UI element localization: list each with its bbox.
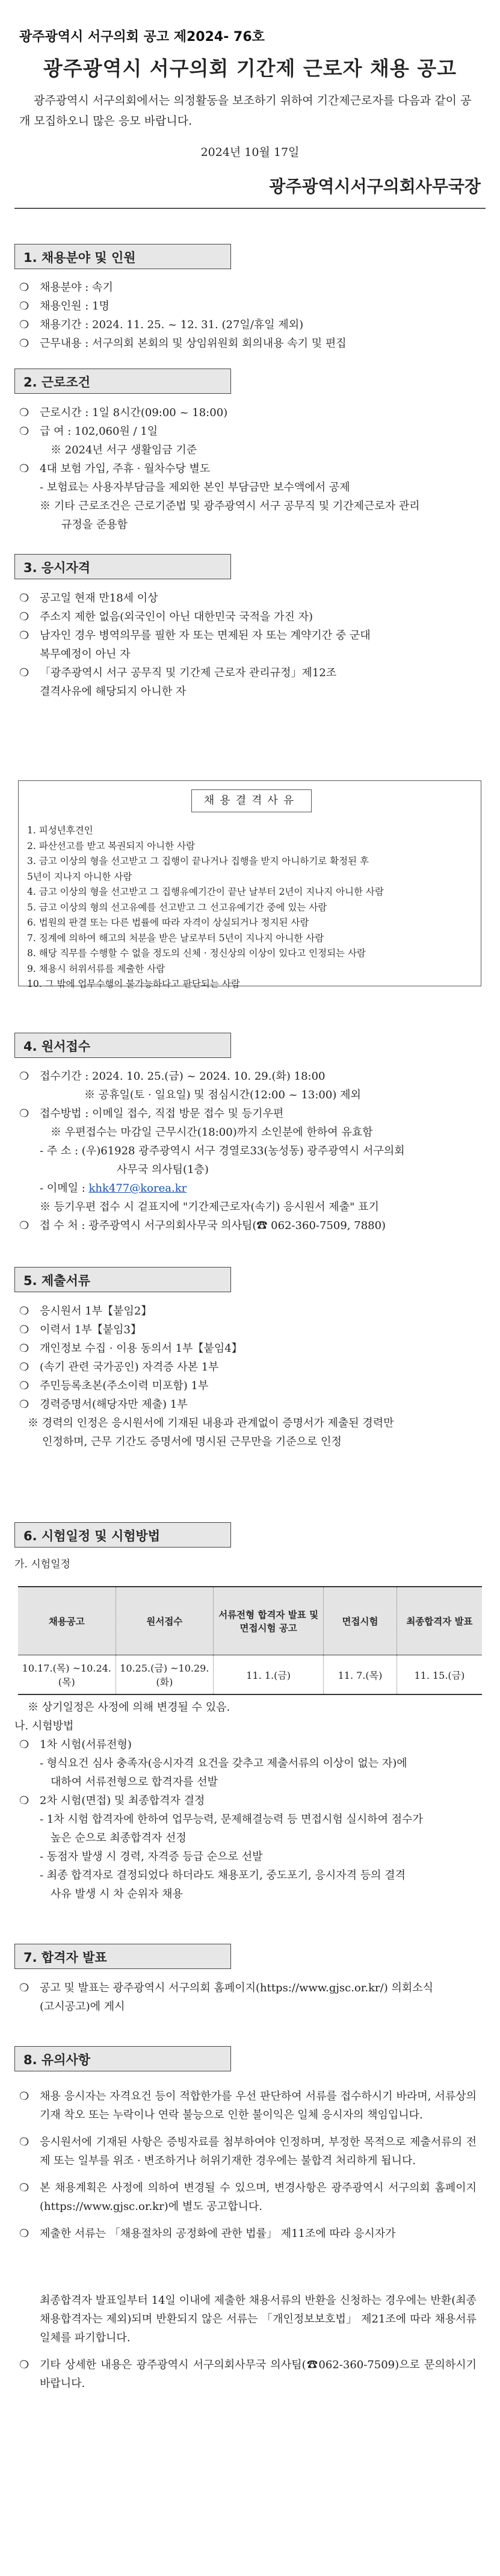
item-text: 주민등록초본(주소이력 미포함) 1부 (40, 1380, 209, 1392)
circle-bullet-icon: ❍ (19, 1070, 29, 1083)
table-cell: 11. 15.(금) (397, 1655, 482, 1695)
section5-list (19, 1302, 483, 1451)
circle-bullet-icon: ❍ (19, 2136, 29, 2148)
note-text: ※ 우편접수는 마감일 근무시간(18:00)까지 소인분에 한하여 유효함 (51, 1126, 373, 1139)
publication-date: 2024년 10월 17일 (200, 146, 300, 159)
item-continuation: 결격사유에 해당되지 아니한 자 (40, 685, 187, 698)
section-header-announcement (14, 1944, 231, 1969)
item-text: 2차 시험(면접) 및 최종합격자 결정 (40, 1794, 205, 1807)
notes-paragraphs (19, 2087, 477, 2393)
item-text: 채용분야 : 속기 (40, 281, 113, 294)
list-item: 8. 해당 직무를 수행할 수 없을 정도의 신체 · 정신상의 이상이 있다고 인정되는 사람 (27, 948, 366, 959)
note-paragraph (19, 2224, 477, 2243)
item-text: 이력서 1부【붙임3】 (40, 1324, 141, 1336)
list-item: 7. 징계에 의하여 해고의 처분을 받은 날로부터 5년이 지나지 아니한 사람 (27, 932, 324, 944)
schedule-table (18, 1586, 482, 1695)
note-text: ※ 상기일정은 사정에 의해 변경될 수 있음. (28, 1701, 230, 1714)
table-cell: 10.25.(금) ~10.29.(화) (116, 1655, 214, 1695)
list-item (19, 1339, 483, 1358)
email-label: - 이메일 : (40, 1182, 89, 1195)
circle-bullet-icon: ❍ (19, 611, 29, 623)
item-text: 남자인 경우 병역의무를 필한 자 또는 면제된 자 또는 계약기간 중 군대 (40, 629, 371, 642)
item-text: 1차 시험(서류전형) (40, 1738, 132, 1751)
list-item (19, 1358, 483, 1377)
list-item (19, 608, 483, 626)
circle-bullet-icon: ❍ (19, 319, 29, 331)
circle-bullet-icon: ❍ (19, 2227, 29, 2240)
circle-bullet-icon: ❍ (19, 667, 29, 679)
table-header: 채용공고 (18, 1587, 116, 1655)
section1-list (19, 278, 483, 353)
item-text: (속기 관련 국가공인) 자격증 사본 1부 (40, 1361, 219, 1374)
schedule-subheading (14, 1555, 478, 1574)
circle-bullet-icon: ❍ (19, 406, 29, 419)
list-item (19, 1321, 483, 1339)
list-item (19, 297, 483, 316)
list-item (19, 422, 483, 441)
circle-bullet-icon: ❍ (19, 2182, 29, 2194)
sub-item: - 1차 시험 합격자에 한하여 업무능력, 문제해결능력 등 면접시험 실시하여 점수가 (40, 1813, 423, 1826)
table-header: 서류전형 합격자 발표 및 면접시험 공고 (214, 1587, 324, 1655)
section-title: 8. 유의사항 (23, 2053, 91, 2067)
sub-item-continuation: 대하여 서류전형으로 합격자를 선발 (51, 1776, 218, 1788)
circle-bullet-icon: ❍ (19, 1219, 29, 1232)
list-item (19, 626, 483, 645)
circle-bullet-icon: ❍ (19, 629, 29, 642)
item-continuation: 5년이 지나지 아니한 사람 (27, 871, 132, 882)
circle-bullet-icon: ❍ (19, 1305, 29, 1318)
section2-list (19, 403, 483, 534)
list-item (19, 1067, 483, 1086)
circle-bullet-icon: ❍ (19, 462, 29, 475)
page-title: 광주광역시 서구의회 기간제 근로자 채용 공고 (43, 57, 457, 80)
paragraph-text: 최종합격자 발표일부터 14일 이내에 제출한 채용서류의 반환을 신청하는 경우에는 반환(최종 채용합격자는 제외)되며 반환되지 않은 서류는 「개인정보보호법」 제21조에 따라 채용서류 일체를 파기합니다. (40, 2294, 477, 2344)
circle-bullet-icon: ❍ (19, 592, 29, 605)
list-item: 10. 그 밖에 업무수행이 불가능하다고 판단되는 사람 (27, 978, 240, 989)
section-header-schedule (14, 1522, 231, 1548)
email-link[interactable]: khk477@korea.kr (88, 1182, 187, 1195)
note-paragraph (19, 2087, 477, 2124)
section-header-recruitment (14, 244, 231, 269)
email-line (19, 1179, 483, 1198)
section-title: 2. 근로조건 (23, 375, 91, 390)
list-item: 1. 피성년후견인 (27, 825, 93, 836)
section-header-notes (14, 2046, 231, 2071)
circle-bullet-icon: ❍ (19, 1380, 29, 1392)
paragraph-text: 제출한 서류는 「채용절차의 공정화에 관한 법률」 제11조에 따라 응시자가 (40, 2227, 396, 2240)
circle-bullet-icon: ❍ (19, 1324, 29, 1336)
list-item (19, 316, 483, 334)
paragraph-text: 채용 응시자는 자격요건 등이 적합한가를 우선 판단하여 서류를 접수하시기 바라며, 서류상의 기재 착오 또는 누락이나 연락 불능으로 인한 불이익은 일체 응시자의 책임입니다. (40, 2090, 477, 2121)
note-text: 인정하며, 근무 기간도 증명서에 명시된 근무만을 기준으로 인정 (42, 1436, 342, 1448)
section-title: 4. 원서접수 (23, 1039, 91, 1054)
header-divider (14, 208, 486, 209)
section-header-qualifications (14, 554, 231, 579)
note-paragraph-continuation (19, 2291, 477, 2347)
list-item: 5. 금고 이상의 형의 선고유예를 선고받고 그 선고유예기간 중에 있는 사람 (27, 901, 327, 913)
circle-bullet-icon: ❍ (19, 1342, 29, 1355)
list-item (19, 1979, 483, 1997)
item-text: 채용기간 : 2024. 11. 25. ~ 12. 31. (27일/휴일 제외) (40, 319, 304, 331)
item-text: 접 수 처 : 광주광역시 서구의회사무국 의사팀(☎ 062-360-7509, 7880) (40, 1219, 386, 1232)
disqualification-box (18, 780, 481, 989)
address-line: - 주 소 : (우)61928 광주광역시 서구 경열로33(농성동) 광주광역시 서구의회 (40, 1145, 405, 1157)
paragraph-text: 기타 상세한 내용은 광주광역시 서구의회사무국 의사팀(☎062-360-7509)으로 문의하시기 바랍니다. (40, 2359, 477, 2390)
list-item (19, 1302, 483, 1321)
section-title: 6. 시험일정 및 시험방법 (23, 1529, 161, 1543)
table-cell: 10.17.(목) ~10.24.(목) (18, 1655, 116, 1695)
item-text: 공고 및 발표는 광주광역시 서구의회 홈페이지(https://www.gjsc.or.kr/) 의회소식 (40, 1982, 434, 1994)
note-text: 규정을 준용함 (61, 518, 128, 531)
item-text: 접수기간 : 2024. 10. 25.(금) ~ 2024. 10. 29.(화) 18:00 (40, 1070, 326, 1083)
item-continuation: 복무예정이 아닌 자 (40, 648, 131, 661)
section-title: 3. 응시자격 (23, 561, 91, 575)
circle-bullet-icon: ❍ (19, 1738, 29, 1751)
list-item (19, 459, 483, 478)
note-text: ※ 등기우편 접수 시 겉표지에 "기간제근로자(속기) 응시원서 제출" 표기 (40, 1201, 379, 1213)
list-item (19, 1104, 483, 1123)
item-text: 응시원서 1부【붙임2】 (40, 1305, 152, 1318)
list-item (19, 1735, 483, 1754)
item-text: 4대 보험 가입, 주휴 · 월차수당 별도 (40, 462, 211, 475)
circle-bullet-icon: ❍ (19, 1107, 29, 1120)
circle-bullet-icon: ❍ (19, 425, 29, 438)
item-text: 경력증명서(해당자만 제출) 1부 (40, 1398, 188, 1411)
table-row (18, 1655, 482, 1695)
circle-bullet-icon: ❍ (19, 2090, 29, 2103)
disqualification-title: 채용결격사유 (191, 789, 312, 812)
sub-item-continuation: 높은 순으로 최종합격자 선정 (51, 1832, 187, 1844)
list-item (19, 403, 483, 422)
section-header-application (14, 1033, 231, 1058)
list-item: 9. 채용시 허위서류를 제출한 사람 (27, 963, 165, 974)
circle-bullet-icon: ❍ (19, 300, 29, 313)
note-paragraph (19, 2179, 477, 2216)
list-item (19, 1791, 483, 1810)
item-text: 개인정보 수집 · 이용 동의서 1부【붙임4】 (40, 1342, 242, 1355)
issuer-name: 광주광역시서구의회사무국장 (269, 176, 481, 196)
address-continuation: 사무국 의사팀(1층) (117, 1163, 209, 1176)
section-title: 5. 제출서류 (23, 1274, 91, 1288)
item-text: 근로시간 : 1일 8시간(09:00 ~ 18:00) (40, 406, 228, 419)
list-item: 2. 파산선고를 받고 복권되지 아니한 사람 (27, 840, 195, 851)
list-item: 4. 금고 이상의 형을 선고받고 그 집행유예기간이 끝난 날부터 2년이 지나지 아니한 사람 (27, 886, 384, 897)
table-cell: 11. 1.(금) (214, 1655, 324, 1695)
list-item (19, 664, 483, 682)
sub-item: - 동점자 발생 시 경력, 자격증 등급 순으로 선발 (40, 1850, 263, 1863)
section4-list (19, 1067, 483, 1235)
list-item (19, 1395, 483, 1414)
note-paragraph (19, 2356, 477, 2393)
section-title: 1. 채용분야 및 인원 (23, 250, 136, 265)
table-header: 원서접수 (116, 1587, 214, 1655)
document-number: 광주광역시 서구의회 공고 제2024- 76호 (19, 30, 265, 45)
section-header-conditions (14, 369, 231, 394)
section-title: 7. 합격자 발표 (23, 1950, 107, 1965)
table-header-row (18, 1587, 482, 1655)
note-paragraph (19, 2133, 477, 2170)
disqualification-list (27, 823, 475, 992)
sub-item: - 형식요건 심사 충족자(응시자격 요건을 갖추고 제출서류의 이상이 없는 자)에 (40, 1757, 407, 1770)
note-text: ※ 2024년 서구 생활임금 기준 (51, 444, 197, 456)
table-cell: 11. 7.(목) (324, 1655, 397, 1695)
sub-item: - 보험료는 사용자부담금을 제외한 본인 부담금만 보수액에서 공제 (40, 481, 350, 494)
note-text: ※ 경력의 인정은 응시원서에 기재된 내용과 관계없이 증명서가 제출된 경력만 (28, 1417, 394, 1430)
table-header: 최종합격자 발표 (397, 1587, 482, 1655)
subheading-text: 가. 시험일정 (14, 1558, 70, 1570)
paragraph-text: 응시원서에 기재된 사항은 증빙자료를 첨부하여야 인정하며, 부정한 목적으로 제출서류의 전제 또는 일부를 위조 · 변조하거나 허위기재한 경우에는 불합격 처리하게 됩니다. (40, 2136, 477, 2167)
list-item (19, 1377, 483, 1395)
intro-paragraph: 광주광역시 서구의회에서는 의정활동을 보조하기 위하여 기간제근로자를 다음과 같이 공개 모집하오니 많은 응모 바랍니다. (19, 94, 472, 128)
list-item (19, 589, 483, 608)
list-item (19, 334, 483, 353)
item-text: 공고일 현재 만18세 이상 (40, 592, 158, 605)
item-text: 「광주광역시 서구 공무직 및 기간제 근로자 관리규정」제12조 (40, 667, 337, 679)
list-item (19, 1216, 483, 1235)
list-item: 6. 법원의 판결 또는 다른 법률에 따라 자격이 상실되거나 정지된 사람 (27, 917, 309, 928)
list-item: 3. 금고 이상의 형을 선고받고 그 집행이 끝나거나 집행을 받지 아니하기로 확정된 후 (27, 856, 369, 866)
subheading-text: 나. 시험방법 (14, 1720, 74, 1732)
circle-bullet-icon: ❍ (19, 1398, 29, 1411)
section6-methods (14, 1698, 483, 1903)
circle-bullet-icon: ❍ (19, 281, 29, 294)
circle-bullet-icon: ❍ (19, 337, 29, 350)
circle-bullet-icon: ❍ (19, 1794, 29, 1807)
note-text: ※ 기타 근로조건은 근로기준법 및 광주광역시 서구 공무직 및 기간제근로자 관리 (40, 500, 420, 512)
circle-bullet-icon: ❍ (19, 2359, 29, 2371)
sub-item: - 최종 합격자로 결정되었다 하더라도 채용포기, 중도포기, 응시자격 등의 결격 (40, 1869, 406, 1882)
item-text: 채용인원 : 1명 (40, 300, 110, 313)
section3-list (19, 589, 483, 701)
item-continuation: (고시공고)에 게시 (40, 2000, 125, 2013)
note-text: ※ 공휴일(토 · 일요일) 및 점심시간(12:00 ~ 13:00) 제외 (84, 1089, 361, 1101)
paragraph-text: 본 채용계획은 사정에 의하여 변경될 수 있으며, 변경사항은 광주광역시 서구의회 홈페이지(https://www.gjsc.or.kr)에 별도 공고합니다. (40, 2182, 477, 2213)
item-text: 주소지 제한 없음(외국인이 아닌 대한민국 국적을 가진 자) (40, 611, 313, 623)
circle-bullet-icon: ❍ (19, 1982, 29, 1994)
table-header: 면접시험 (324, 1587, 397, 1655)
item-text: 근무내용 : 서구의회 본회의 및 상임위원회 회의내용 속기 및 편집 (40, 337, 347, 350)
circle-bullet-icon: ❍ (19, 1361, 29, 1374)
list-item (19, 278, 483, 297)
section-header-documents (14, 1267, 231, 1292)
item-text: 급 여 : 102,060원 / 1일 (40, 425, 158, 438)
sub-item-continuation: 사유 발생 시 차 순위자 채용 (51, 1888, 183, 1900)
item-text: 접수방법 : 이메일 접수, 직접 방문 접수 및 등기우편 (40, 1107, 284, 1120)
section7-list (19, 1979, 483, 2016)
